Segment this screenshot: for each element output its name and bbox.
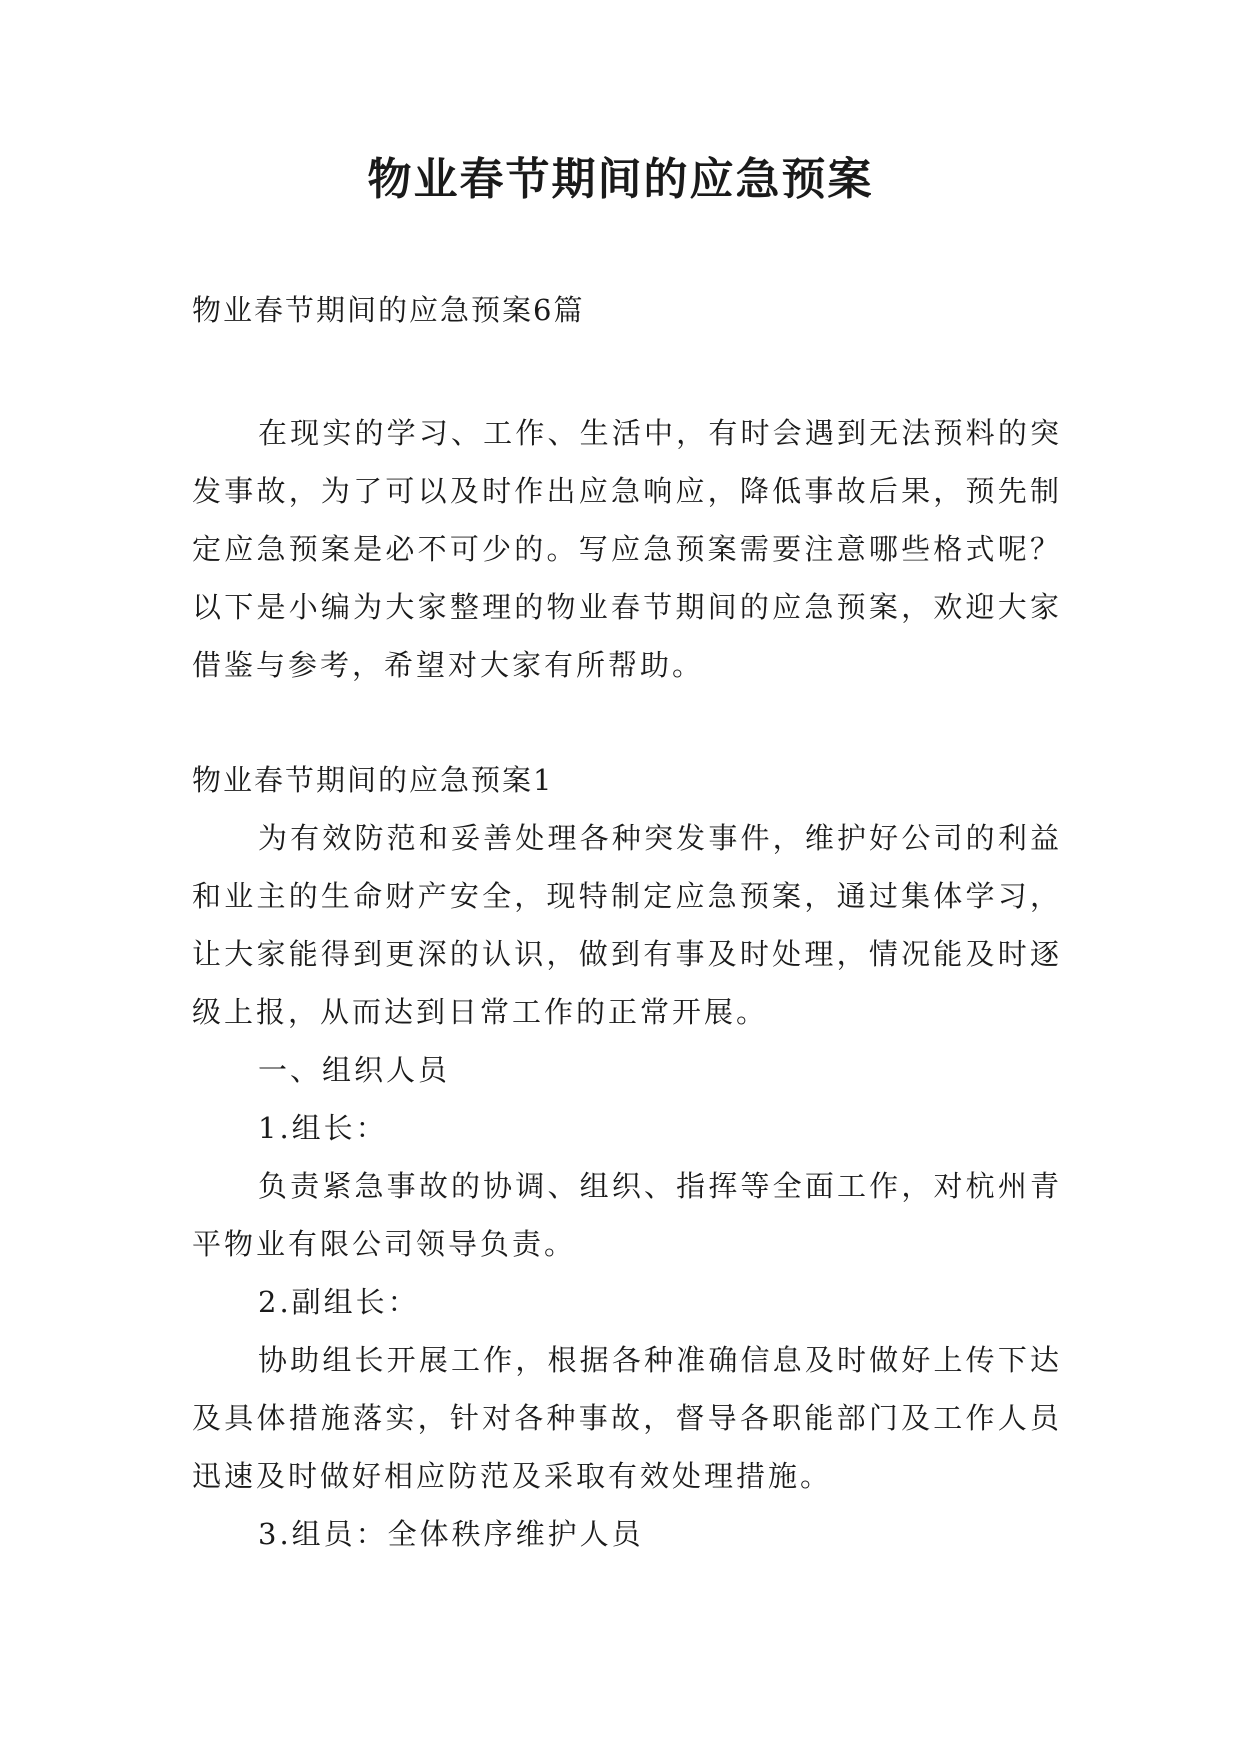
item-leader: 1.组长： [258,1111,388,1145]
heading-organization: 一、组织人员 [258,1053,451,1087]
intro-paragraph: 在现实的学习、工作、生活中，有时会遇到无法预料的突发事故，为了可以及时作出应急响应，降低事故后果，预先制定应急预案是必不可少的。写应急预案需要注意哪些格式呢？以下是小编为大家整理的物业春节期间的应急预案，欢迎大家借鉴与参考，希望对大家有所帮助。 [192,416,1062,682]
intro-paragraph-block [192,404,1062,694]
item-members: 3.组员：全体秩序维护人员 [258,1517,644,1551]
document-title: 物业春节期间的应急预案 [367,154,874,205]
paragraph-purpose: 为有效防范和妥善处理各种突发事件，维护好公司的利益和业主的生命财产安全，现特制定应急预案，通过集体学习，让大家能得到更深的认识，做到有事及时处理，情况能及时逐级上报，从而达到日常工作的正常开展。 [192,821,1062,1029]
section-content [192,809,1062,1563]
document-subtitle: 物业春节期间的应急预案6篇 [192,293,585,327]
section-title-1: 物业春节期间的应急预案1 [192,763,554,797]
paragraph-deputy-duty: 协助组长开展工作，根据各种准确信息及时做好上传下达及具体措施落实，针对各种事故，督导各职能部门及工作人员迅速及时做好相应防范及采取有效处理措施。 [192,1343,1062,1493]
paragraph-leader-duty: 负责紧急事故的协调、组织、指挥等全面工作，对杭州青平物业有限公司领导负责。 [192,1169,1062,1261]
item-deputy-leader: 2.副组长： [258,1285,420,1319]
